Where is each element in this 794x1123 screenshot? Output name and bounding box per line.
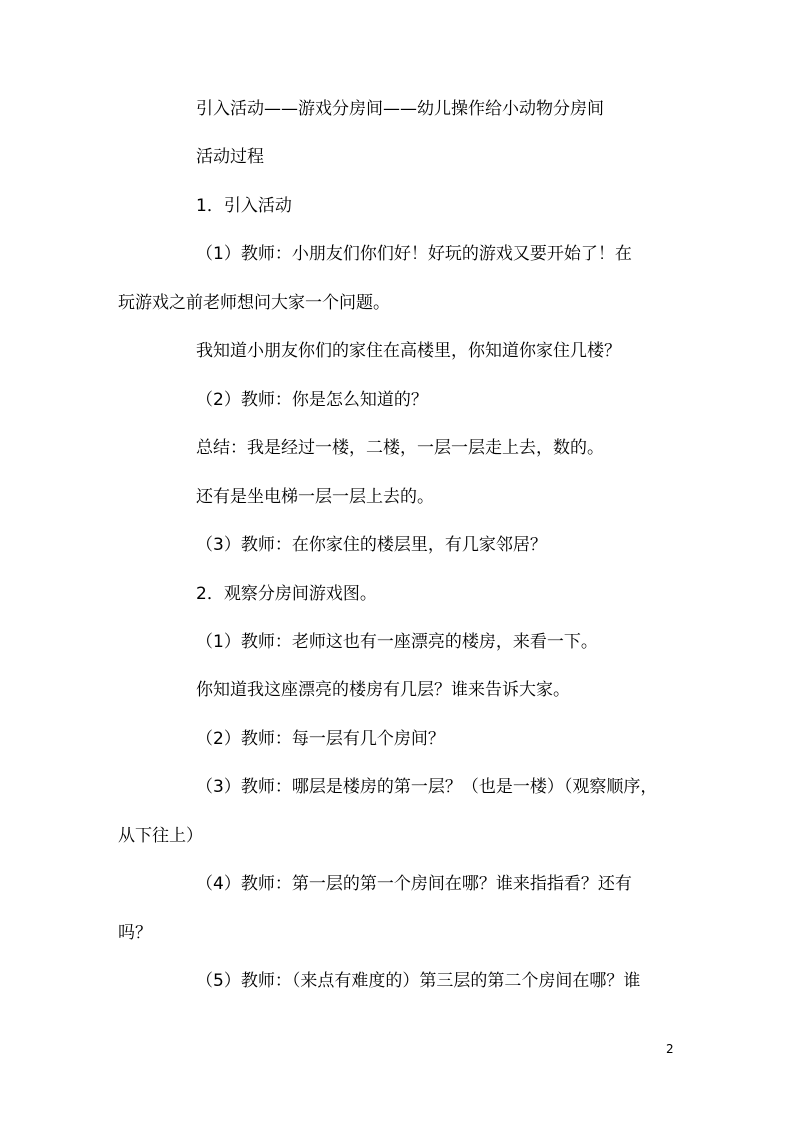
paragraph-2-4-line-2: 吗？ bbox=[118, 923, 152, 943]
paragraph-2-4-line-1: （4）教师：第一层的第一个房间在哪？谁来指指看？还有 bbox=[196, 874, 632, 894]
paragraph-how-many-floors: 你知道我这座漂亮的楼房有几层？谁来告诉大家。 bbox=[196, 680, 570, 700]
paragraph-intro-summary: 引入活动——游戏分房间——幼儿操作给小动物分房间 bbox=[196, 99, 604, 119]
paragraph-2-2: （2）教师：每一层有几个房间？ bbox=[196, 729, 445, 749]
paragraph-1-1-line-2: 玩游戏之前老师想问大家一个问题。 bbox=[118, 293, 390, 313]
heading-section-1: 1．引入活动 bbox=[196, 196, 292, 216]
paragraph-2-3-line-2: 从下往上） bbox=[118, 826, 203, 846]
paragraph-2-5-line-1: （5）教师：（来点有难度的）第三层的第二个房间在哪？谁 bbox=[196, 971, 641, 991]
paragraph-elevator: 还有是坐电梯一层一层上去的。 bbox=[196, 487, 434, 507]
paragraph-1-2: （2）教师：你是怎么知道的？ bbox=[196, 390, 428, 410]
paragraph-1-3: （3）教师：在你家住的楼层里，有几家邻居？ bbox=[196, 535, 547, 555]
paragraph-summary: 总结：我是经过一楼，二楼，一层一层走上去，数的。 bbox=[196, 438, 604, 458]
paragraph-2-1: （1）教师：老师这也有一座漂亮的楼房，来看一下。 bbox=[196, 632, 598, 652]
page-number: 2 bbox=[666, 1042, 674, 1056]
paragraph-2-3-line-1: （3）教师：哪层是楼房的第一层？（也是一楼）（观察顺序， bbox=[196, 777, 658, 797]
paragraph-1-1-line-1: （1）教师：小朋友们你们好！好玩的游戏又要开始了！在 bbox=[196, 244, 632, 264]
paragraph-question-floor: 我知道小朋友你们的家住在高楼里，你知道你家住几楼？ bbox=[196, 341, 621, 361]
heading-activity-process: 活动过程 bbox=[196, 147, 264, 167]
heading-section-2: 2．观察分房间游戏图。 bbox=[196, 584, 377, 604]
